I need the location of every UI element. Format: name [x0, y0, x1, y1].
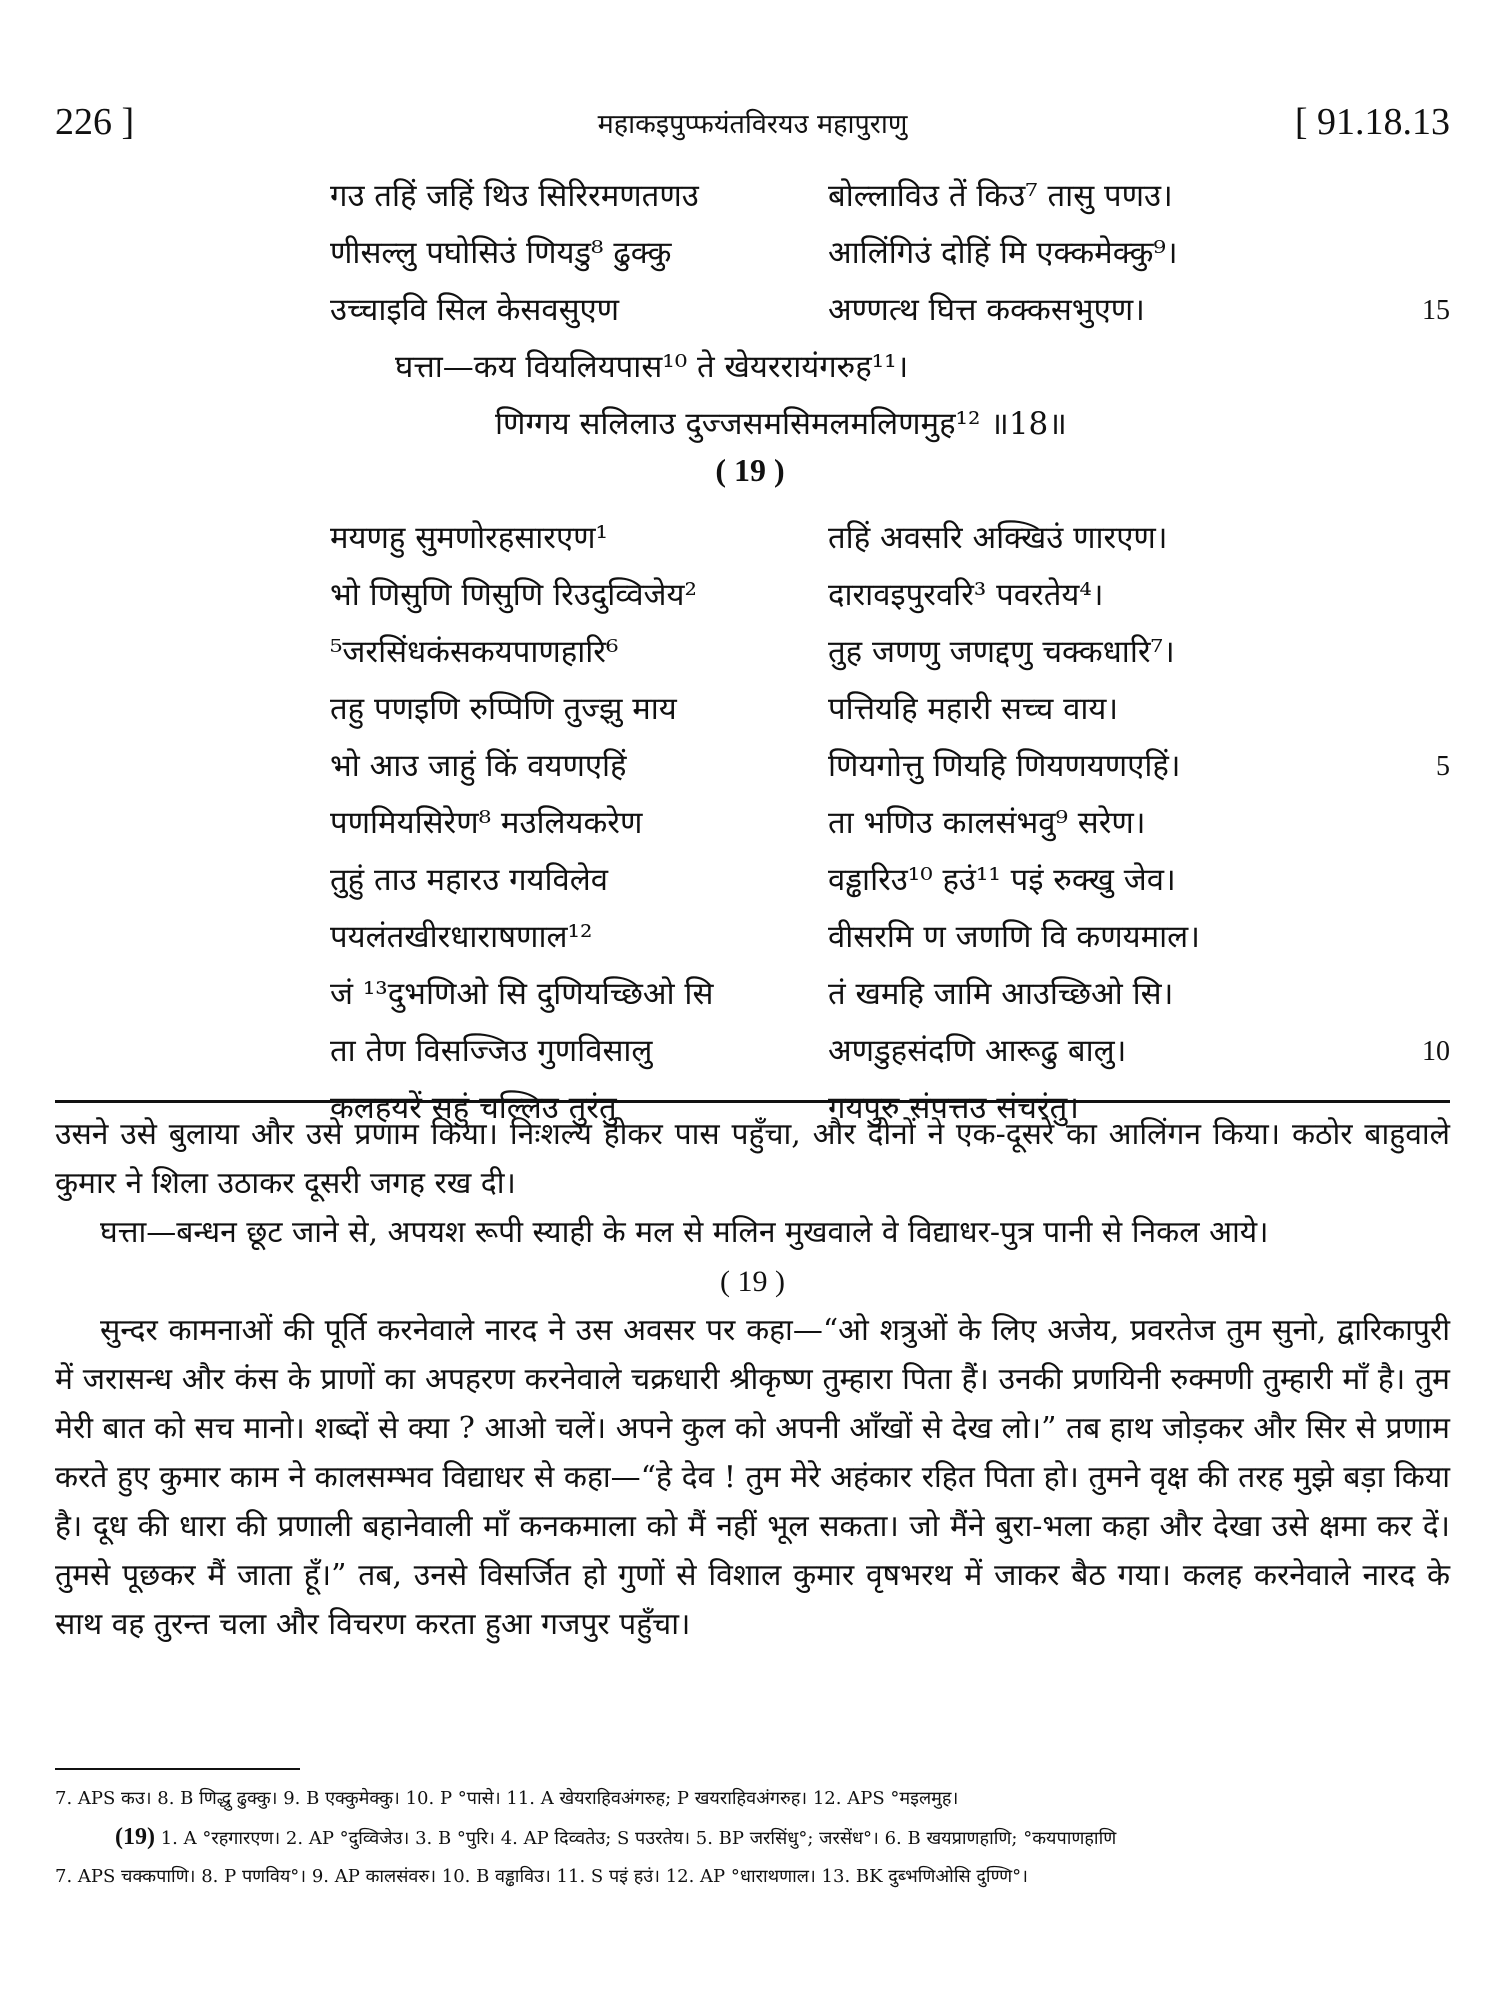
verse-left: मयणहु सुमणोरहसारएण¹: [330, 520, 608, 556]
verse-line: [0, 225, 1500, 282]
verse-left: ⁵जरसिंधकंसकयपाणहारि⁶: [330, 634, 619, 670]
verse-right: वीसरमि ण जणणि वि कणयमाल।: [828, 919, 1200, 955]
verse-left: कलहयरें सहुं चल्लिउ तुरंतु: [330, 1090, 617, 1126]
hindi-translation: [55, 1110, 1450, 1649]
verse-right: अणडुहसंदणि आरूढु बालु।: [828, 1033, 1127, 1069]
translation-section-number: ( 19 ): [720, 1265, 785, 1298]
verse-right: अण्णत्थ घित्त कक्कसभुएण।: [828, 292, 1145, 328]
ghatta-line-1: [0, 339, 1500, 396]
ghatta-line-2: [0, 396, 1500, 453]
page-header: [55, 100, 1450, 150]
line-number: 15: [1422, 295, 1450, 326]
footnote-line: [55, 1818, 1450, 1858]
verse-right: गयपुरु संपत्तउ संचरंतु।: [828, 1090, 1079, 1126]
verse-right: दारावइपुरवरि³ पवरतेय⁴।: [828, 577, 1104, 613]
verse-left: गउ तहिं जहिं थिउ सिरिरमणतणउ: [330, 178, 699, 214]
verses-section-18: [0, 168, 1500, 453]
verse-right: ता भणिउ कालसंभवु⁹ सरेण।: [828, 805, 1146, 841]
verse-line: [0, 168, 1500, 225]
footnote-text: 1. A °रहगारएण। 2. AP °दुव्विजेउ। 3. B °पुरि। 4. AP दिव्वतेउ; S पउरतेय। 5. BP जरसिंधु°; जरसेंध°। 6. B खयप्राणहाणि; °कयपाणहाणि: [160, 1828, 1117, 1849]
footnote-section-label: (19): [115, 1824, 155, 1850]
verse-right: णियगोत्तु णियहि णियणयणएहिं।: [828, 748, 1181, 784]
line-number: 10: [1422, 1036, 1450, 1067]
footnote-line: 7. APS चक्कपाणि। 8. P पणविय°। 9. AP कालसंवरु। 10. B वड्ढाविउ। 11. S पइं हउं। 12. AP °धाराथणाल। 13. BK दुब्भणिओसि दुण्णि°।: [55, 1866, 1028, 1887]
verse-right: पत्तियहि महारी सच्च वाय।: [828, 691, 1119, 727]
verse-left: तुहुं ताउ महारउ गयविलेव: [330, 862, 609, 898]
verse-line: [0, 681, 1500, 738]
footnote-line: 7. APS कउ। 8. B णिद्धु ढुक्कु। 9. B एक्कुमेक्कु। 10. P °पासे। 11. A खेयराहिवअंगरुह; P खयराहिवअंगरुह। 12. APS °मइलमुह।: [55, 1788, 959, 1809]
verse-line: [0, 282, 1500, 339]
page-number: 226 ]: [55, 101, 135, 143]
verse-left: ता तेण विसज्जिउ गुणविसालु: [330, 1033, 653, 1069]
ghatta-text: णिग्गय सलिलाउ दुज्जसमसिमलमलिणमुह¹² ॥18॥: [495, 406, 1067, 442]
verse-right: तहिं अवसरि अक्खिउं णारएण।: [828, 520, 1168, 556]
verse-right: तं खमहि जामि आउच्छिओ सि।: [828, 976, 1174, 1012]
verse-left: पयलंतखीरधाराषणाल¹²: [330, 919, 593, 955]
verse-line: [0, 852, 1500, 909]
translation-ghatta: घत्ता—बन्धन छूट जाने से, अपयश रूपी स्याही के मल से मलिन मुखवाले वे विद्याधर-पुत्र पानी से निकल आये।: [100, 1215, 1269, 1250]
verses-section-19: [0, 510, 1500, 1137]
section-number: ( 19 ): [715, 452, 785, 488]
verse-line: [0, 966, 1500, 1023]
verse-line: [0, 738, 1500, 795]
verse-right: वड्ढारिउ¹⁰ हउं¹¹ पइं रुक्खु जेव।: [828, 862, 1176, 898]
verse-left: भो आउ जाहुं किं वयणएहिं: [330, 748, 627, 784]
verse-left: णीसल्लु पघोसिउं णियडु⁸ ढुक्कु: [330, 235, 672, 271]
verse-line: [0, 510, 1500, 567]
line-number: 5: [1436, 751, 1450, 782]
verse-line: [0, 624, 1500, 681]
verse-line: [0, 1023, 1500, 1080]
ghatta-text: घत्ता—कय वियलियपास¹⁰ ते खेयररायंगरुह¹¹।: [395, 349, 909, 385]
verse-line: [0, 795, 1500, 852]
verse-line: [0, 909, 1500, 966]
verse-reference: [ 91.18.13: [1294, 101, 1450, 143]
verse-left: तहु पणइणि रुप्पिणि तुज्झु माय: [330, 691, 677, 727]
footnote-divider: [55, 1768, 300, 1770]
verse-right: आलिंगिउं दोहिं मि एक्कमेक्कु⁹।: [828, 235, 1178, 271]
verse-left: उच्चाइवि सिल केसवसुएण: [330, 292, 620, 328]
verse-left: जं ¹³दुभणिओ सि दुणियच्छिओ सि: [330, 976, 714, 1012]
verse-left: भो णिसुणि णिसुणि रिउदुव्विजेय²: [330, 577, 697, 613]
translation-paragraph: उसने उसे बुलाया और उसे प्रणाम किया। निःशल्य होकर पास पहुँचा, और दोनों ने एक-दूसरे का आलिंगन किया। कठोर बाहुवाले कुमार ने शिला उठाकर दूसरी जगह रख दी।: [55, 1117, 1450, 1201]
verse-right: बोल्लाविउ तें किउ⁷ तासु पणउ।: [828, 178, 1173, 214]
section-divider: [55, 1100, 1450, 1103]
verse-line: [0, 567, 1500, 624]
translation-paragraph: सुन्दर कामनाओं की पूर्ति करनेवाले नारद ने उस अवसर पर कहा—“ओ शत्रुओं के लिए अजेय, प्रवरतेज तुम सुनो, द्वारिकापुरी में जरासन्ध और कंस के प्राणों का अपहरण करनेवाले चक्रधारी श्रीकृष्ण तुम्हारा पिता हैं। उनकी प्रणयिनी रुक्मणी तुम्हारी माँ है। तुम मेरी बात को सच मानो। शब्दों से क्या ? आओ चलें। अपने कुल को अपनी आँखों से देख लो।” तब हाथ जोड़कर और सिर से प्रणाम करते हुए कुमार काम ने कालसम्भव विद्याधर से कहा—“हे देव ! तुम मेरे अहंकार रहित पिता हो। तुमने वृक्ष की तरह मुझे बड़ा किया है। दूध की धारा की प्रणाली बहानेवाली माँ कनकमाला को मैं नहीं भूल सकता। जो मैंने बुरा-भला कहा और देखा उसे क्षमा कर दें। तुमसे पूछकर मैं जाता हूँ।” तब, उनसे विसर्जित हो गुणों से विशाल कुमार वृषभरथ में जाकर बैठ गया। कलह करनेवाले नारद के साथ वह तुरन्त चला और विचरण करता हुआ गजपुर पहुँचा।: [55, 1313, 1450, 1642]
running-title: महाकइपुप्फयंतविरयउ महापुराणु: [597, 109, 908, 140]
verse-right: तुह जणणु जणद्दणु चक्कधारि⁷।: [828, 634, 1175, 670]
footnotes: [55, 1780, 1450, 1896]
verse-left: पणमियसिरेण⁸ मउलियकरेण: [330, 805, 643, 841]
